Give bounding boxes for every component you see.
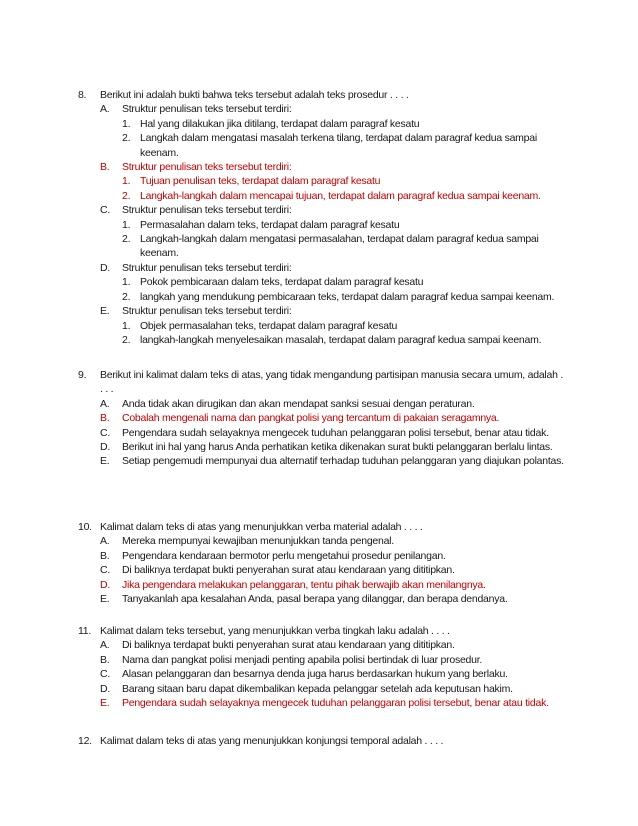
option-text: Mereka mempunyai kewajiban menunjukkan tanda pengenal. <box>122 535 394 548</box>
sub-item-text: Hal yang dilakukan jika ditilang, terdapat dalam paragraf kesatu <box>140 117 420 130</box>
sub-item-number: 2. <box>122 233 131 246</box>
option-d <box>100 578 568 592</box>
sub-item-number: 2. <box>122 189 131 202</box>
option-letter: D. <box>100 578 110 591</box>
option-text: Di baliknya terdapat bukti penyerahan surat atau kendaraan yang dititipkan. <box>122 564 455 577</box>
sub-item-number: 1. <box>122 175 131 188</box>
sub-item-number: 1. <box>122 319 131 332</box>
sub-item-text: Langkah-langkah dalam mencapai tujuan, terdapat dalam paragraf kedua sampai keenam. <box>140 189 541 202</box>
option-text: Anda tidak akan dirugikan dan akan mendapat sanksi sesuai dengan peraturan. <box>122 397 475 410</box>
option-e <box>100 304 568 347</box>
option-letter: E. <box>100 455 110 468</box>
option-a <box>100 102 568 160</box>
option-a <box>100 638 568 652</box>
sub-item <box>122 319 568 333</box>
sub-item-number: 1. <box>122 218 131 231</box>
question-9 <box>78 368 568 469</box>
sub-item <box>122 131 568 160</box>
question-10 <box>78 520 568 606</box>
sub-item <box>122 218 568 232</box>
sub-item-text: langkah-langkah menyelesaikan masalah, terdapat dalam paragraf kedua sampai keenam. <box>140 333 542 346</box>
question-number: 8. <box>78 89 87 101</box>
question-text: Kalimat dalam teks tersebut, yang menunjukkan verba tingkah laku adalah . . . . <box>100 625 450 637</box>
option-b <box>100 653 568 667</box>
option-text: Struktur penulisan teks tersebut terdiri: <box>122 261 292 274</box>
option-c <box>100 426 568 440</box>
option-a <box>100 397 568 411</box>
option-text: Setiap pengemudi mempunyai dua alternatif terhadap tuduhan pelanggaran yang diajukan polantas. <box>122 455 564 468</box>
option-letter: A. <box>100 103 110 116</box>
sub-item-text: Langkah dalam mengatasi masalah terkena tilang, terdapat dalam paragraf kedua sampai keenam. <box>140 132 537 159</box>
option-e <box>100 454 568 468</box>
option-c <box>100 667 568 681</box>
option-letter: A. <box>100 397 110 410</box>
sub-item-text: Langkah-langkah dalam mengatasi permasalahan, terdapat dalam paragraf kedua sampai keenam. <box>140 233 539 260</box>
option-b <box>100 411 568 425</box>
option-letter: C. <box>100 564 110 577</box>
option-text: Alasan pelanggaran dan besarnya denda juga harus berdasarkan hukum yang berlaku. <box>122 668 508 681</box>
sub-item <box>122 333 568 347</box>
question-number: 9. <box>78 369 87 381</box>
question-12 <box>78 734 568 748</box>
sub-item-number: 2. <box>122 290 131 303</box>
sub-item-number: 1. <box>122 117 131 130</box>
option-letter: E. <box>100 697 110 710</box>
option-letter: D. <box>100 682 110 695</box>
option-letter: E. <box>100 593 110 606</box>
option-letter: D. <box>100 261 110 274</box>
sub-item-number: 2. <box>122 333 131 346</box>
option-letter: C. <box>100 426 110 439</box>
option-e <box>100 592 568 606</box>
question-number: 10. <box>78 521 92 533</box>
option-text: Berikut ini hal yang harus Anda perhatikan ketika dikenakan surat bukti pelanggaran berlalu lintas. <box>122 441 553 454</box>
question-text: Kalimat dalam teks di atas yang menunjukkan konjungsi temporal adalah . . . . <box>100 735 444 747</box>
question-number: 12. <box>78 735 92 747</box>
question-number: 11. <box>78 625 92 637</box>
option-letter: A. <box>100 535 110 548</box>
option-text: Jika pengendara melakukan pelanggaran, tentu pihak berwajib akan menilangnya. <box>122 578 486 591</box>
option-b <box>100 549 568 563</box>
option-letter: E. <box>100 305 110 318</box>
option-e <box>100 696 568 710</box>
sub-item-text: Objek permasalahan teks, terdapat dalam paragraf kesatu <box>140 319 398 332</box>
sub-item-text: Pokok pembicaraan dalam teks, terdapat dalam paragraf kesatu <box>140 276 424 289</box>
sub-item <box>122 290 568 304</box>
sub-item-text: langkah yang mendukung pembicaraan teks, terdapat dalam paragraf kedua sampai keenam. <box>140 290 555 303</box>
option-text: Pengendara sudah selayaknya mengecek tuduhan pelanggaran polisi tersebut, benar atau tidak. <box>122 697 549 710</box>
option-letter: C. <box>100 668 110 681</box>
sub-item <box>122 117 568 131</box>
option-text: Struktur penulisan teks tersebut terdiri: <box>122 305 292 318</box>
option-letter: D. <box>100 441 110 454</box>
option-text: Pengendara sudah selayaknya mengecek tuduhan pelanggaran polisi tersebut, benar atau tidak. <box>122 426 549 439</box>
sub-item <box>122 232 568 261</box>
sub-item-text: Permasalahan dalam teks, terdapat dalam paragraf kesatu <box>140 218 400 231</box>
question-text: Kalimat dalam teks di atas yang menunjukkan verba material adalah . . . . <box>100 521 423 533</box>
option-text: Pengendara kendaraan bermotor perlu mengetahui prosedur penilangan. <box>122 549 446 562</box>
option-text: Struktur penulisan teks tersebut terdiri: <box>122 161 292 174</box>
question-text: Berikut ini adalah bukti bahwa teks tersebut adalah teks prosedur . . . . <box>100 89 409 101</box>
option-d <box>100 440 568 454</box>
option-letter: B. <box>100 549 110 562</box>
option-letter: A. <box>100 639 110 652</box>
option-text: Nama dan pangkat polisi menjadi penting apabila polisi bertindak di luar prosedur. <box>122 653 483 666</box>
option-letter: B. <box>100 412 110 425</box>
sub-item-number: 1. <box>122 276 131 289</box>
sub-item <box>122 174 568 188</box>
option-text: Struktur penulisan teks tersebut terdiri: <box>122 204 292 217</box>
option-text: Struktur penulisan teks tersebut terdiri: <box>122 103 292 116</box>
option-text: Barang sitaan baru dapat dikembalikan kepada pelanggar setelah ada keputusan hakim. <box>122 682 513 695</box>
question-8 <box>78 88 568 347</box>
question-text: Berikut ini kalimat dalam teks di atas, yang tidak mengandung partisipan manusia secara umum, adalah . . . . <box>100 369 564 396</box>
option-b <box>100 160 568 203</box>
option-c <box>100 563 568 577</box>
question-11 <box>78 624 568 710</box>
sub-item-text: Tujuan penulisan teks, terdapat dalam paragraf kesatu <box>140 175 381 188</box>
option-d <box>100 682 568 696</box>
option-text: Di baliknya terdapat bukti penyerahan surat atau kendaraan yang dititipkan. <box>122 639 455 652</box>
option-letter: B. <box>100 653 110 666</box>
option-letter: C. <box>100 204 110 217</box>
sub-item <box>122 189 568 203</box>
option-d <box>100 261 568 304</box>
option-letter: B. <box>100 161 110 174</box>
option-text: Cobalah mengenali nama dan pangkat polisi yang tercantum di pakaian seragamnya. <box>122 412 500 425</box>
sub-item <box>122 275 568 289</box>
sub-item-number: 2. <box>122 132 131 145</box>
option-text: Tanyakanlah apa kesalahan Anda, pasal berapa yang dilanggar, dan berapa dendanya. <box>122 593 508 606</box>
option-c <box>100 203 568 261</box>
option-a <box>100 534 568 548</box>
